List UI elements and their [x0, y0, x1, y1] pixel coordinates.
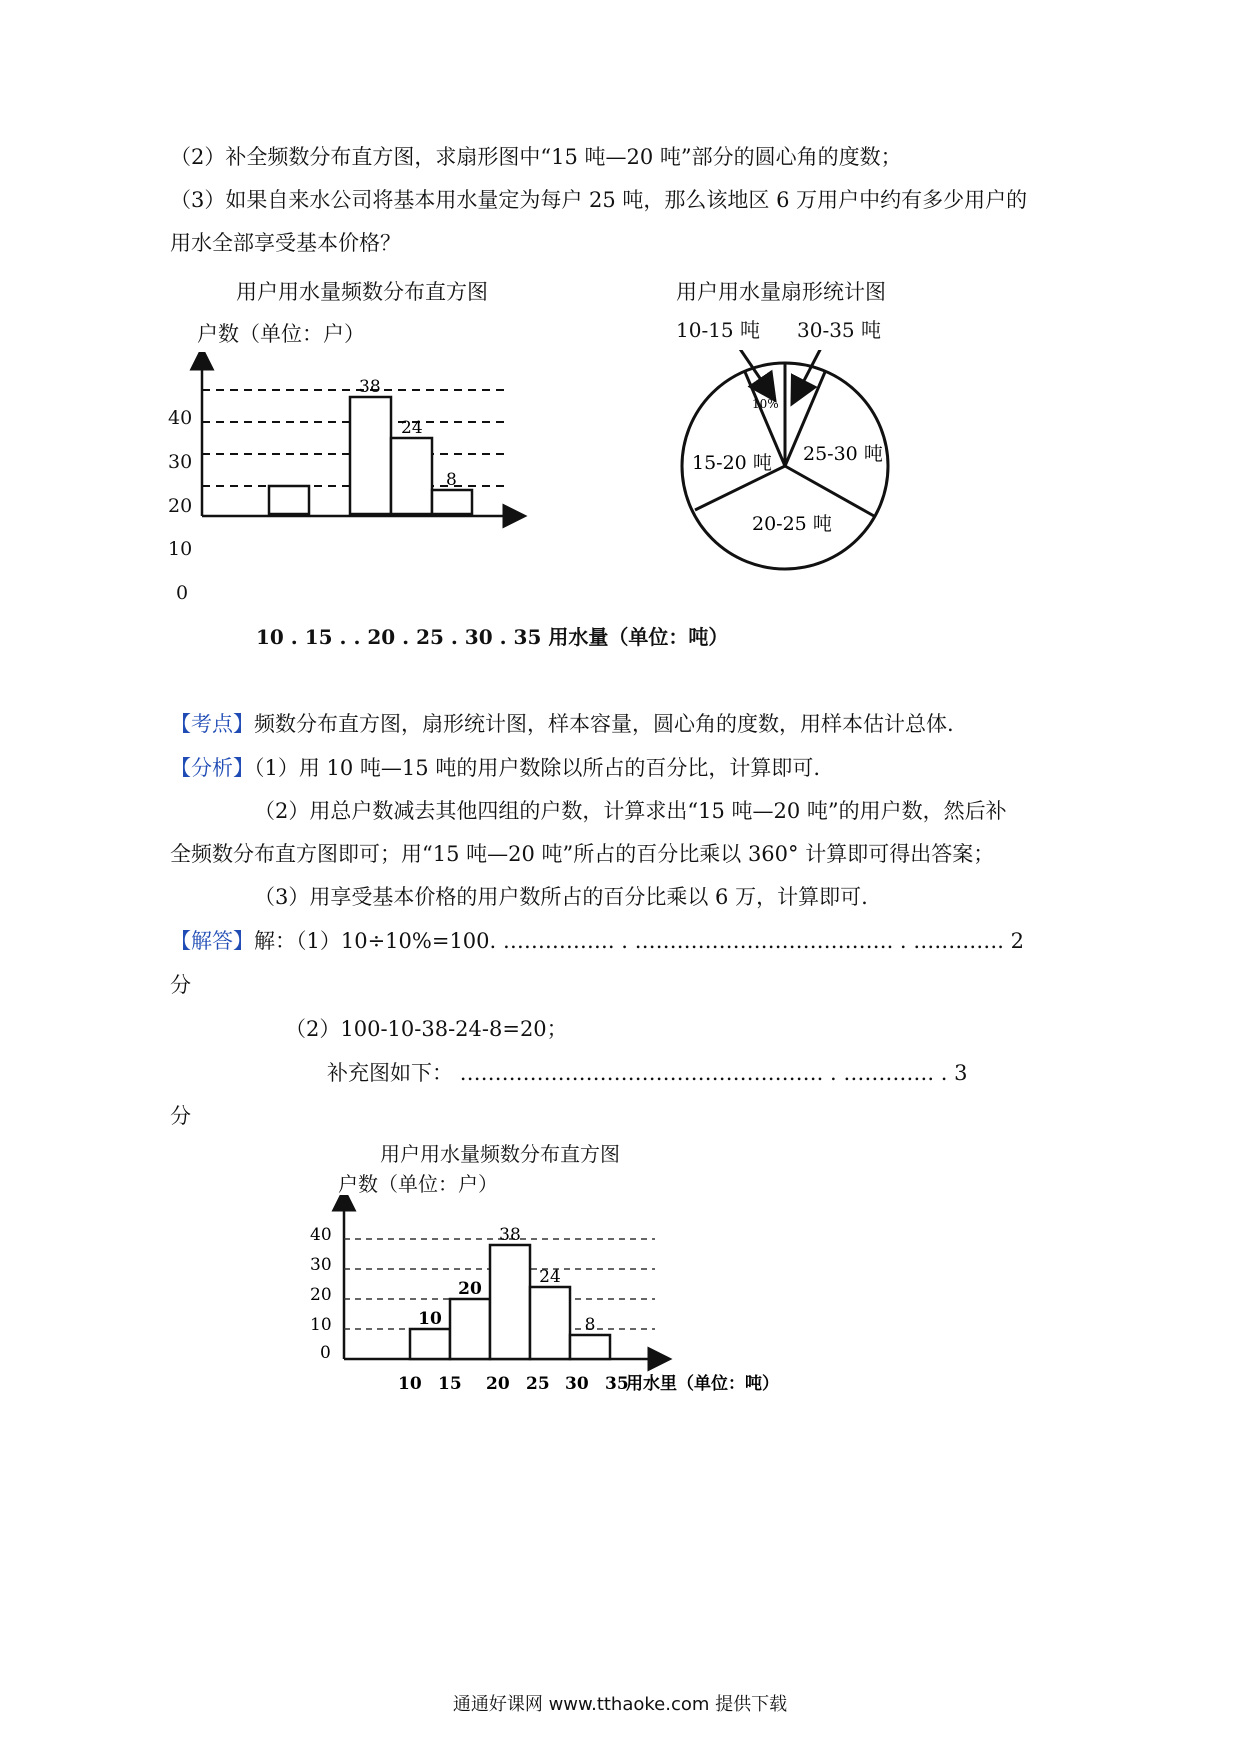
- hist2-value-label: 38: [499, 1225, 521, 1245]
- hist1-label-8: 8: [446, 470, 457, 490]
- jieda-1: 解：（1）10÷10%=100. ……………. . ………………………………. . …………. 2: [254, 929, 1024, 953]
- histogram-1-ytick-10: 10: [168, 538, 193, 560]
- kaodian-text: 频数分布直方图，扇形统计图，样本容量，圆心角的度数，用样本估计总体.: [254, 712, 954, 736]
- jieda-fen-1: 分: [170, 973, 191, 997]
- pie-title: 用户用水量扇形统计图: [676, 280, 886, 304]
- hist2-xtick-30: 30: [565, 1374, 589, 1394]
- histogram-1-ytick-40: 40: [168, 407, 193, 429]
- histogram-2-ylabel: 户数（单位：户）: [338, 1172, 498, 1196]
- kaodian-tag: 【考点】: [170, 712, 254, 736]
- histogram-2-title: 用户用水量频数分布直方图: [380, 1142, 620, 1166]
- footer: 通通好课网 www.tthaoke.com 提供下载: [452, 1694, 788, 1715]
- question-2: （2）补全频数分布直方图，求扇形图中“15 吨—20 吨”部分的圆心角的度数；: [170, 145, 902, 169]
- fenxi-line-1: [170, 756, 820, 781]
- fenxi-3: （3）用享受基本价格的用户数所占的百分比乘以 6 万，计算即可.: [254, 885, 868, 909]
- hist2-bar-20-25: [490, 1245, 530, 1359]
- fenxi-2b: 全频数分布直方图即可；用“15 吨—20 吨”所占的百分比乘以 360° 计算即可得出答案；: [170, 842, 995, 866]
- hist2-xtick-20: 20: [486, 1374, 510, 1394]
- hist2-ytick-30: 30: [310, 1255, 332, 1275]
- hist1-label-38: 38: [359, 377, 381, 397]
- pie-pct-10: 10%: [752, 397, 779, 411]
- histogram-1-plot: [170, 352, 550, 552]
- kaodian-line: [170, 712, 954, 737]
- hist2-value-label: 24: [539, 1267, 561, 1287]
- histogram-1-ylabel: 户数（单位：户）: [197, 322, 365, 346]
- hist2-ytick-0: 0: [320, 1343, 331, 1363]
- jieda-2: （2）100-10-38-24-8=20；: [285, 1017, 568, 1041]
- hist2-bar-30-35: [570, 1335, 610, 1359]
- fenxi-1: （1）用 10 吨—15 吨的用户数除以所占的百分比，计算即可.: [254, 756, 821, 780]
- jieda-2b: 补充图如下： ……………………………………………. . …………. . 3: [327, 1061, 968, 1085]
- hist1-label-24: 24: [401, 418, 423, 438]
- hist2-value-label: 20: [458, 1279, 482, 1299]
- hist1-bar-10-15: [269, 486, 309, 514]
- question-3-line2: 用水全部享受基本价格？: [170, 231, 401, 255]
- histogram-2-plot: [300, 1195, 780, 1400]
- hist2-xtick-15: 15: [438, 1374, 462, 1394]
- hist2-bar-25-30: [530, 1287, 570, 1359]
- hist2-xlabel: 用水里（单位：吨）: [626, 1374, 779, 1394]
- histogram-1-ytick-30: 30: [168, 451, 193, 473]
- fenxi-tag: 【分析】: [170, 756, 254, 780]
- pie-label-25-30: 25-30 吨: [803, 443, 883, 465]
- hist2-bar-10-15: [410, 1329, 450, 1359]
- pie-label-15-20: 15-20 吨: [692, 452, 772, 474]
- hist2-value-label: 8: [584, 1315, 596, 1335]
- hist2-xtick-10: 10: [398, 1374, 422, 1394]
- hist2-xtick-25: 25: [526, 1374, 550, 1394]
- hist1-bar-25-30: [391, 438, 432, 514]
- jieda-line-1: [170, 929, 1024, 954]
- hist2-ytick-40: 40: [310, 1225, 332, 1245]
- pie-callout-10-15: 10-15 吨: [676, 318, 761, 342]
- histogram-1-ytick-0: 0: [176, 582, 189, 604]
- fenxi-2a: （2）用总户数减去其他四组的户数，计算求出“15 吨—20 吨”的用户数，然后补: [254, 799, 1007, 823]
- jieda-fen-2: 分: [170, 1104, 191, 1128]
- jieda-tag: 【解答】: [170, 929, 254, 953]
- hist2-ytick-20: 20: [310, 1285, 332, 1305]
- histogram-1-xlabel: 10 . 15 . . 20 . 25 . 30 . 35 用水量（单位：吨）: [256, 625, 729, 649]
- pie-plot: [670, 350, 910, 590]
- histogram-1-ytick-20: 20: [168, 495, 193, 517]
- hist2-ytick-10: 10: [310, 1315, 332, 1335]
- hist1-bar-20-25: [350, 397, 391, 514]
- hist2-bar-15-20: [450, 1299, 490, 1359]
- hist2-xtick-35: 35: [605, 1374, 629, 1394]
- hist1-bar-30-35: [432, 490, 472, 514]
- pie-label-20-25: 20-25 吨: [752, 513, 832, 535]
- histogram-1-title: 用户用水量频数分布直方图: [236, 280, 488, 304]
- hist2-value-label: 10: [418, 1309, 442, 1329]
- pie-callout-30-35: 30-35 吨: [797, 318, 882, 342]
- question-3-line1: （3）如果自来水公司将基本用水量定为每户 25 吨，那么该地区 6 万用户中约有多少用户的: [170, 188, 1028, 212]
